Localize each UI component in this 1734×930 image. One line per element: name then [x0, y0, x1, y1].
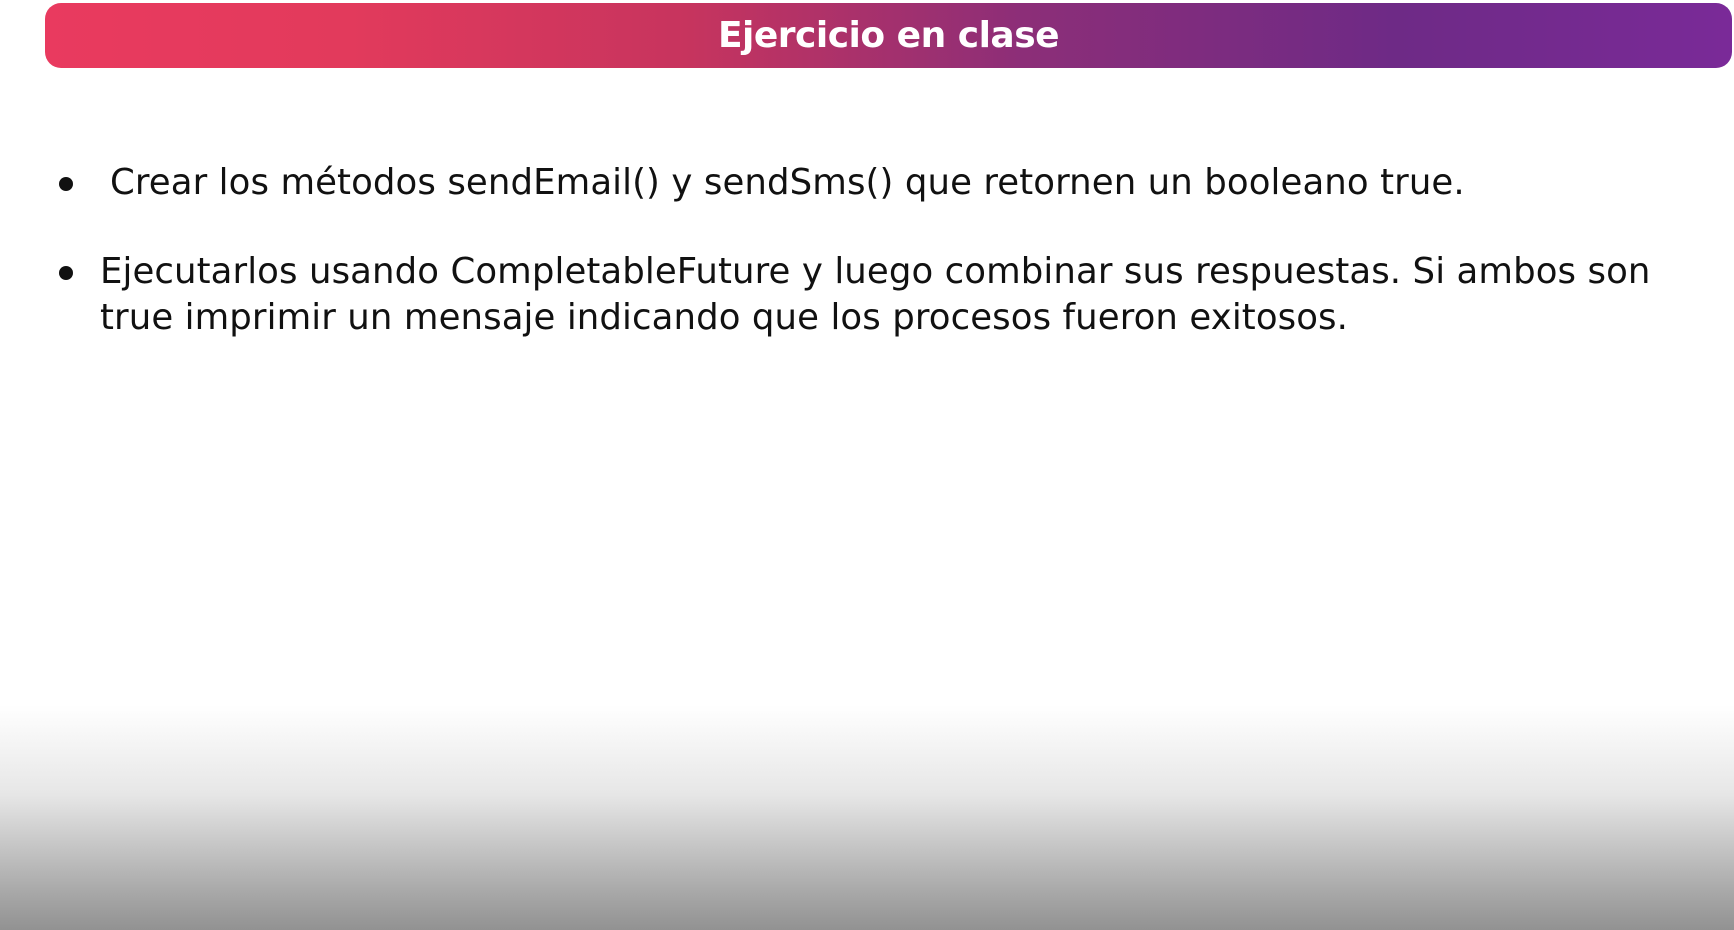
slide-title: Ejercicio en clase	[717, 14, 1060, 56]
bullet-text: Ejecutarlos usando CompletableFuture y luego combinar sus respuestas. Si ambos son true imprimir un mensaje indicando que los procesos fueron exitosos.	[100, 251, 1651, 338]
bottom-shadow-overlay	[0, 705, 1734, 930]
bullet-item	[55, 160, 1675, 206]
bullet-dot-icon	[59, 177, 73, 191]
bullet-dot-icon	[59, 266, 73, 280]
bullet-list	[55, 160, 1675, 341]
bullet-item	[55, 249, 1675, 341]
bullet-text: Crear los métodos sendEmail() y sendSms() que retornen un booleano true.	[110, 162, 1465, 203]
title-banner	[45, 3, 1732, 68]
